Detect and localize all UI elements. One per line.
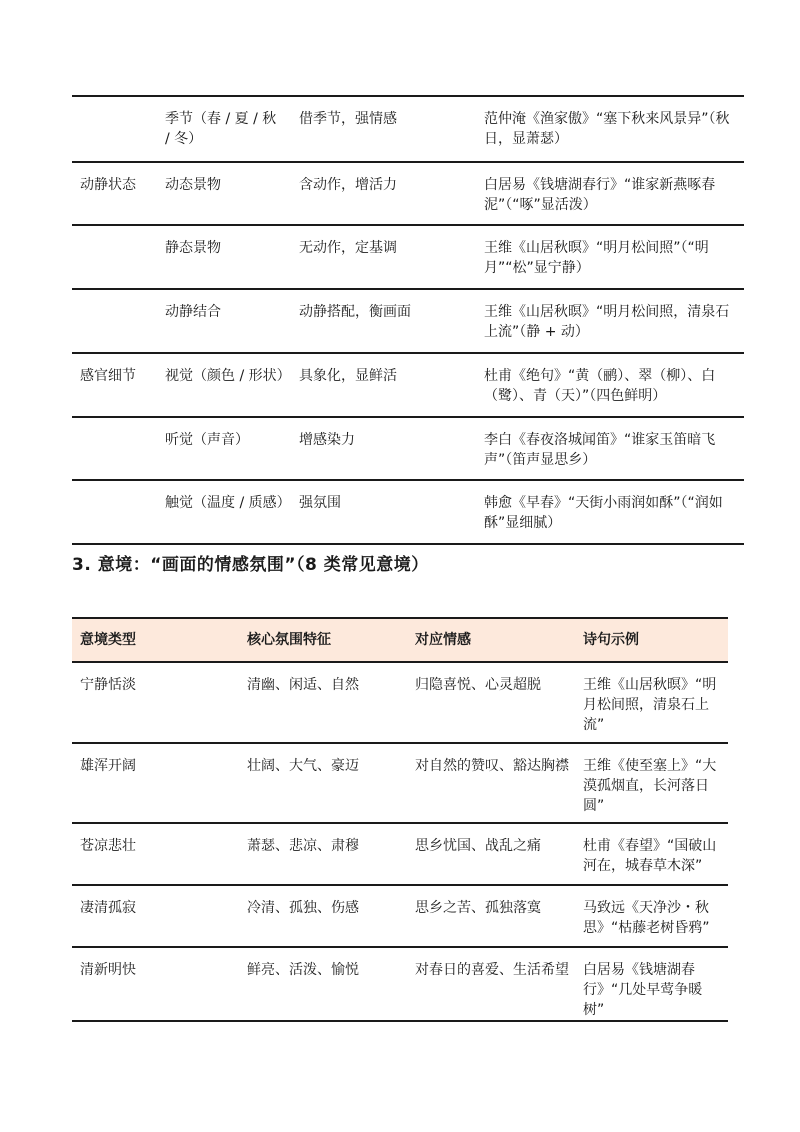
- emotion-cell: 对自然的赞叹、豁达胸襟: [415, 758, 569, 774]
- table-row: [72, 823, 728, 885]
- feature-cell: 清幽、闲适、自然: [247, 677, 359, 693]
- feature-cell: 壮阔、大气、豪迈: [247, 758, 359, 774]
- table-row: [72, 417, 744, 480]
- category-cell: [72, 96, 165, 162]
- example-cell: 王维《山居秋暝》“明月松间照，清泉石上流”: [583, 677, 717, 733]
- table-row: [72, 96, 744, 162]
- column-header-type: 意境类型: [80, 632, 136, 648]
- table-row: [72, 353, 744, 417]
- type-cell: 宁静恬淡: [80, 677, 136, 693]
- effect-cell: 增感染力: [299, 432, 355, 448]
- type-cell: 清新明快: [80, 962, 136, 978]
- column-header-example: 诗句示例: [583, 632, 639, 648]
- type-cell: 雄浑开阔: [80, 758, 136, 774]
- table-row: [72, 743, 728, 823]
- type-cell: 凄清孤寂: [80, 900, 136, 916]
- example-cell: 王维《山居秋暝》“明月松间照，清泉石上流”（静 + 动）: [484, 304, 730, 340]
- item-cell: 静态景物: [165, 240, 221, 256]
- effect-cell: 强氛围: [299, 495, 341, 511]
- mood-types-table: [72, 617, 728, 1022]
- category-cell: [72, 289, 165, 353]
- effect-cell: 无动作，定基调: [299, 240, 397, 256]
- imagery-detail-table: [72, 95, 744, 545]
- category-cell: 感官细节: [80, 368, 136, 384]
- emotion-cell: 归隐喜悦、心灵超脱: [415, 677, 541, 693]
- section-heading: 3. 意境：“画面的情感氛围”（8 类常见意境）: [72, 555, 429, 575]
- example-cell: 马致远《天净沙・秋思》“枯藤老树昏鸦”: [583, 900, 710, 936]
- feature-cell: 冷清、孤独、伤感: [247, 900, 359, 916]
- example-cell: 杜甫《春望》“国破山河在，城春草木深”: [583, 838, 717, 874]
- table-header-row: [72, 618, 728, 662]
- item-cell: 季节（春 / 夏 / 秋 / 冬）: [165, 111, 277, 147]
- table-row: [72, 225, 744, 289]
- item-cell: 触觉（温度 / 质感）: [165, 495, 291, 511]
- table-row: [72, 162, 744, 225]
- example-cell: 王维《使至塞上》“大漠孤烟直，长河落日圆”: [583, 758, 717, 814]
- category-cell: [72, 417, 165, 480]
- feature-cell: 鲜亮、活泼、愉悦: [247, 962, 359, 978]
- table-row: [72, 947, 728, 1021]
- type-cell: 苍凉悲壮: [80, 838, 136, 854]
- item-cell: 听觉（声音）: [165, 432, 249, 448]
- example-cell: 韩愈《早春》“天街小雨润如酥”（“润如酥”显细腻）: [484, 495, 723, 531]
- effect-cell: 动静搭配，衡画面: [299, 304, 411, 320]
- example-cell: 范仲淹《渔家傲》“塞下秋来风景异”（秋日，显萧瑟）: [484, 111, 730, 147]
- table-row: [72, 662, 728, 743]
- effect-cell: 含动作，增活力: [299, 177, 397, 193]
- example-cell: 白居易《钱塘湖春行》“几处早莺争暖树”: [583, 962, 703, 1018]
- category-cell: 动静状态: [80, 177, 136, 193]
- item-cell: 动静结合: [165, 304, 221, 320]
- emotion-cell: 思乡之苦、孤独落寞: [415, 900, 541, 916]
- effect-cell: 借季节，强情感: [299, 111, 397, 127]
- column-header-emotion: 对应情感: [415, 632, 471, 648]
- emotion-cell: 对春日的喜爱、生活希望: [415, 962, 569, 978]
- category-cell: [72, 225, 165, 289]
- category-cell: [72, 480, 165, 544]
- table-row: [72, 480, 744, 544]
- table-row: [72, 885, 728, 947]
- example-cell: 王维《山居秋暝》“明月松间照”（“明月”“松”显宁静）: [484, 240, 709, 276]
- item-cell: 动态景物: [165, 177, 221, 193]
- item-cell: 视觉（颜色 / 形状）: [165, 368, 291, 384]
- example-cell: 杜甫《绝句》“黄（鹂）、翠（柳）、白（鹭）、青（天）”（四色鲜明）: [484, 368, 716, 404]
- feature-cell: 萧瑟、悲凉、肃穆: [247, 838, 359, 854]
- example-cell: 李白《春夜洛城闻笛》“谁家玉笛暗飞声”（笛声显思乡）: [484, 432, 716, 468]
- column-header-feature: 核心氛围特征: [247, 632, 331, 648]
- table-row: [72, 289, 744, 353]
- example-cell: 白居易《钱塘湖春行》“谁家新燕啄春泥”（“啄”显活泼）: [484, 177, 716, 213]
- emotion-cell: 思乡忧国、战乱之痛: [415, 838, 541, 854]
- effect-cell: 具象化，显鲜活: [299, 368, 397, 384]
